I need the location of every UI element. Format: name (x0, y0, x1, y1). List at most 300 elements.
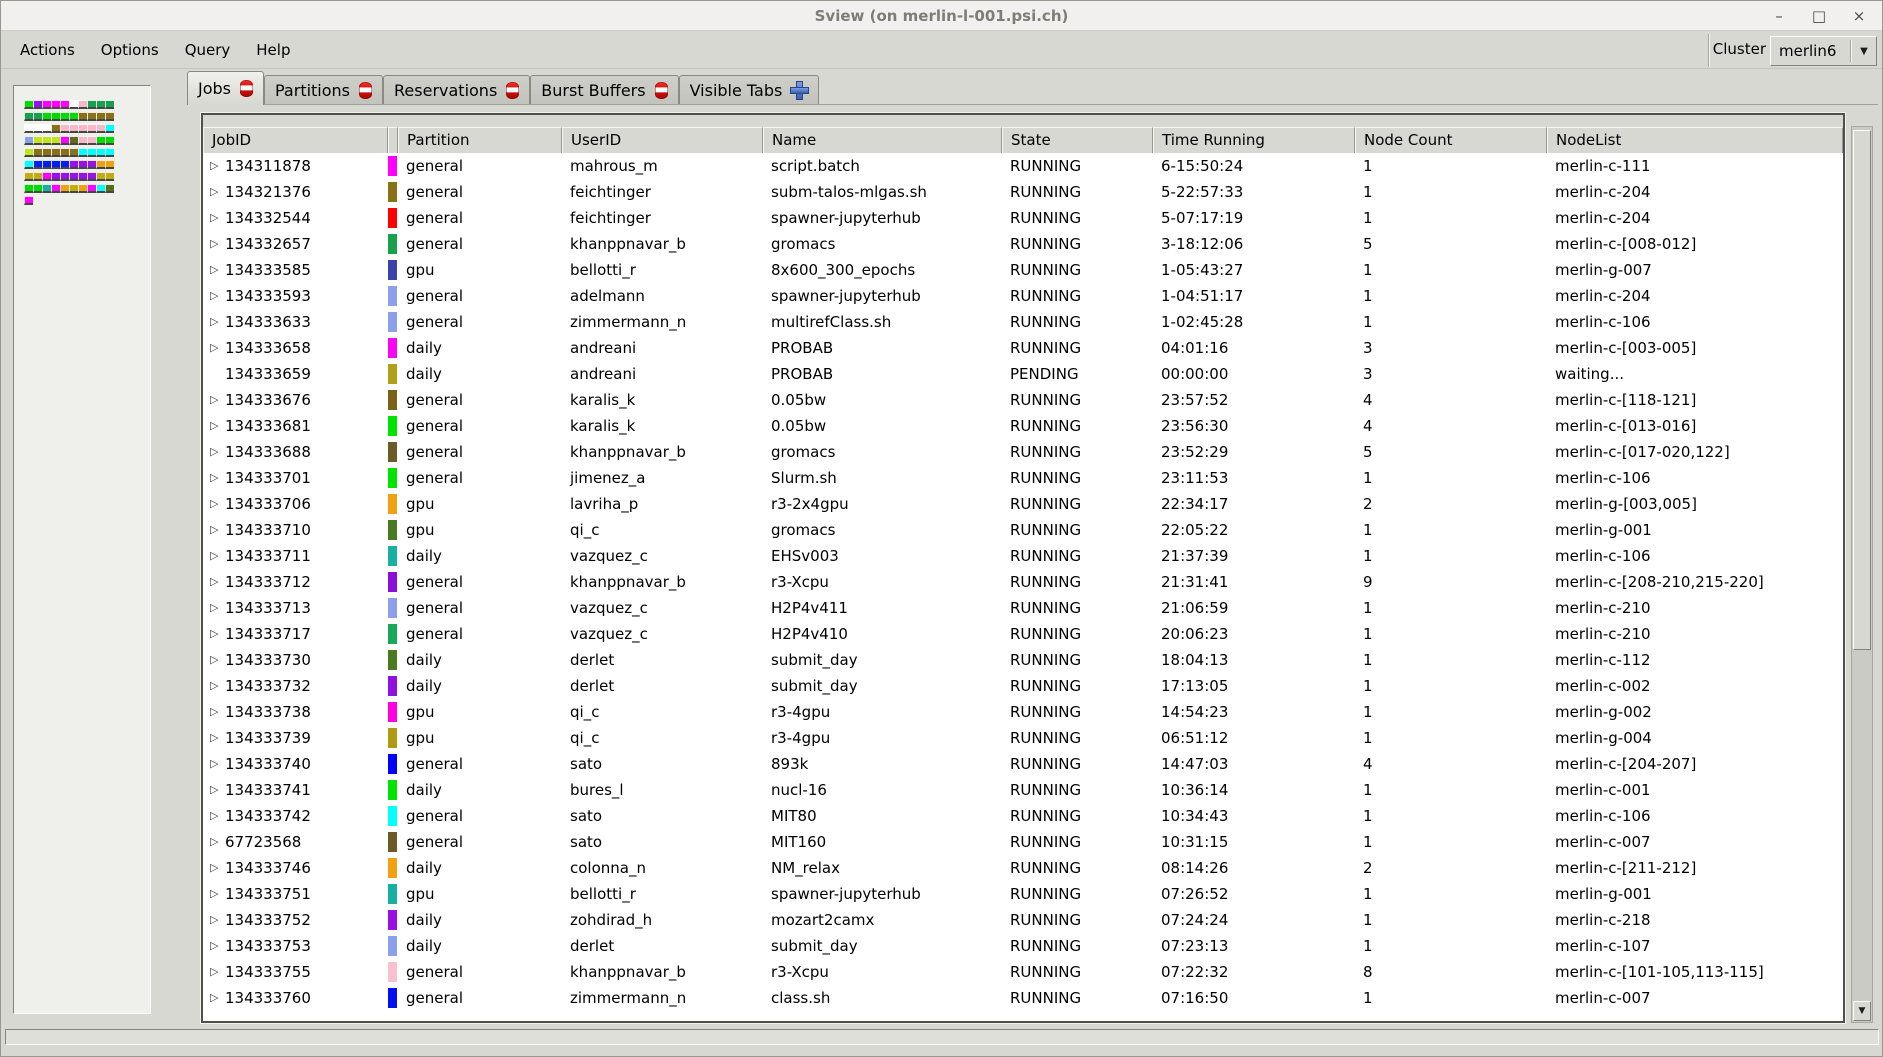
cell-name: PROBAB (771, 339, 834, 357)
cell-name: submit_day (771, 677, 858, 695)
vertical-scrollbar[interactable] (1851, 126, 1873, 1023)
cell-name: MIT160 (771, 833, 827, 851)
cell-state: RUNNING (1010, 417, 1082, 435)
cell-time: 10:34:43 (1161, 807, 1229, 825)
cell-userid: andreani (570, 365, 637, 383)
row-expander-icon[interactable]: ▷ (210, 341, 219, 354)
add-tab-icon[interactable] (791, 82, 808, 99)
cell-jobid: ▷ 134333676 (203, 387, 388, 413)
cell-name: r3-Xcpu (771, 573, 829, 591)
cell-nodes: 4 (1363, 755, 1373, 773)
cell-partition-color (388, 231, 398, 257)
row-expander-icon[interactable]: ▷ (210, 627, 219, 640)
table-row[interactable] (203, 959, 1843, 985)
cell-jobid: ▷ 134333593 (203, 283, 388, 309)
cell-time: 07:22:32 (1161, 963, 1229, 981)
table-row[interactable] (203, 179, 1843, 205)
row-expander-icon[interactable]: ▷ (210, 913, 219, 926)
status-bar (5, 1029, 1879, 1045)
node-cell (60, 184, 69, 193)
row-expander-icon[interactable]: ▷ (210, 679, 219, 692)
partition-color-chip (388, 468, 397, 488)
column-header-partition[interactable]: Partition (398, 127, 562, 153)
cell-userid: adelmann (570, 287, 645, 305)
table-row[interactable] (203, 257, 1843, 283)
cell-partition: general (406, 599, 464, 617)
table-row[interactable] (203, 465, 1843, 491)
cell-jobid: ▷ 134333712 (203, 569, 388, 595)
cell-nodes: 3 (1363, 339, 1373, 357)
cell-userid: khanppnavar_b (570, 443, 686, 461)
column-header-state[interactable]: State (1002, 127, 1153, 153)
cell-time: 17:13:05 (1161, 677, 1229, 695)
column-header-nodelist[interactable]: NodeList (1547, 127, 1843, 153)
table-row[interactable] (203, 699, 1843, 725)
menubar-divider (1708, 34, 1710, 67)
cell-userid: feichtinger (570, 183, 651, 201)
row-expander-icon[interactable]: ▷ (210, 263, 219, 276)
cell-partition-color (388, 361, 398, 387)
column-header-jobid[interactable]: JobID (203, 127, 388, 153)
cell-partition-color (388, 881, 398, 907)
cell-state: RUNNING (1010, 703, 1082, 721)
cell-nodes: 1 (1363, 469, 1373, 487)
cell-time: 07:16:50 (1161, 989, 1229, 1007)
cell-nodelist: merlin-c-204 (1555, 287, 1651, 305)
cell-partition: daily (406, 859, 442, 877)
table-row[interactable] (203, 387, 1843, 413)
cell-partition: daily (406, 911, 442, 929)
cell-partition: general (406, 755, 464, 773)
cell-nodes: 1 (1363, 833, 1373, 851)
partition-color-chip (388, 858, 397, 878)
row-expander-icon[interactable]: ▷ (210, 315, 219, 328)
cell-partition-color (388, 647, 398, 673)
cell-partition-color (388, 205, 398, 231)
menu-options[interactable]: Options (100, 40, 159, 59)
node-grid-row (24, 142, 150, 154)
row-expander-icon[interactable]: ▷ (210, 237, 219, 250)
chevron-down-icon: ▼ (1860, 45, 1868, 57)
partition-color-chip (388, 624, 397, 644)
row-expander-icon[interactable]: ▷ (210, 471, 219, 484)
scroll-down-icon[interactable]: ▼ (1853, 1001, 1871, 1021)
cell-name: r3-2x4gpu (771, 495, 849, 513)
table-row[interactable] (203, 543, 1843, 569)
cell-nodelist: merlin-c-[013-016] (1555, 417, 1697, 435)
cell-name: PROBAB (771, 365, 834, 383)
table-row[interactable] (203, 647, 1843, 673)
cell-partition: general (406, 469, 464, 487)
cell-nodes: 1 (1363, 729, 1373, 747)
cell-jobid: ▷ 134333732 (203, 673, 388, 699)
row-expander-icon[interactable]: ▷ (210, 393, 219, 406)
cell-jobid: ▷ 134333730 (203, 647, 388, 673)
partition-color-chip (388, 156, 397, 176)
cell-time: 5-22:57:33 (1161, 183, 1244, 201)
window-title: Sview (on merlin-l-001.psi.ch) (814, 7, 1069, 25)
cell-time: 1-05:43:27 (1161, 261, 1244, 279)
cell-userid: qi_c (570, 729, 600, 747)
cell-state: RUNNING (1010, 573, 1082, 591)
table-row[interactable] (203, 985, 1843, 1011)
cell-userid: lavriha_p (570, 495, 639, 513)
cell-nodelist: merlin-c-106 (1555, 807, 1651, 825)
remove-tab-icon[interactable] (506, 82, 519, 99)
cell-nodelist: merlin-c-[101-105,113-115] (1555, 963, 1764, 981)
cell-time: 21:37:39 (1161, 547, 1229, 565)
cell-state: RUNNING (1010, 599, 1082, 617)
cell-state: RUNNING (1010, 911, 1082, 929)
remove-tab-icon[interactable] (359, 82, 372, 99)
cell-time: 07:24:24 (1161, 911, 1229, 929)
cell-time: 21:31:41 (1161, 573, 1229, 591)
table-row[interactable] (203, 777, 1843, 803)
cell-userid: derlet (570, 677, 615, 695)
cell-name: nucl-16 (771, 781, 827, 799)
cell-time: 10:31:15 (1161, 833, 1229, 851)
row-expander-icon[interactable]: ▷ (210, 575, 219, 588)
cell-state: RUNNING (1010, 833, 1082, 851)
table-row[interactable] (203, 231, 1843, 257)
partition-color-chip (388, 208, 397, 228)
close-icon[interactable]: × (1852, 7, 1866, 25)
cell-time: 22:34:17 (1161, 495, 1229, 513)
cell-jobid: ▷ 134311878 (203, 153, 388, 179)
cell-nodelist: merlin-c-218 (1555, 911, 1651, 929)
cell-partition-color (388, 595, 398, 621)
cell-nodes: 1 (1363, 521, 1373, 539)
row-expander-icon[interactable]: ▷ (210, 705, 219, 718)
table-row[interactable] (203, 829, 1843, 855)
row-expander-icon[interactable]: ▷ (210, 731, 219, 744)
column-header-userid[interactable]: UserID (562, 127, 763, 153)
node-cell (42, 184, 51, 193)
cell-state: RUNNING (1010, 729, 1082, 747)
partition-color-chip (388, 182, 397, 202)
scrollbar-thumb[interactable] (1853, 130, 1871, 650)
cell-nodelist: merlin-g-001 (1555, 885, 1652, 903)
row-expander-icon[interactable]: ▷ (210, 783, 219, 796)
table-row[interactable] (203, 595, 1843, 621)
cell-jobid: ▷ 134333753 (203, 933, 388, 959)
cell-nodes: 1 (1363, 677, 1373, 695)
cell-name: multirefClass.sh (771, 313, 892, 331)
cell-state: RUNNING (1010, 495, 1082, 513)
partition-color-chip (388, 234, 397, 254)
table-row[interactable] (203, 309, 1843, 335)
minimize-icon[interactable]: – (1775, 7, 1783, 25)
row-expander-icon[interactable]: ▷ (210, 419, 219, 432)
cell-state: RUNNING (1010, 443, 1082, 461)
remove-tab-icon[interactable] (655, 82, 668, 99)
cell-partition: general (406, 287, 464, 305)
cell-state: RUNNING (1010, 755, 1082, 773)
row-expander-icon[interactable]: ▷ (210, 861, 219, 874)
row-expander-icon[interactable]: ▷ (210, 939, 219, 952)
cell-nodelist: merlin-g-007 (1555, 261, 1652, 279)
cell-jobid: ▷ 134333701 (203, 465, 388, 491)
cell-userid: qi_c (570, 521, 600, 539)
menu-actions[interactable]: Actions (20, 40, 75, 59)
cell-nodes: 1 (1363, 885, 1373, 903)
partition-color-chip (388, 806, 397, 826)
cell-partition-color (388, 751, 398, 777)
window-controls (1770, 5, 1868, 27)
cell-nodes: 1 (1363, 651, 1373, 669)
partition-color-chip (388, 260, 397, 280)
cell-name: spawner-jupyterhub (771, 209, 921, 227)
cell-time: 07:23:13 (1161, 937, 1229, 955)
row-expander-icon[interactable]: ▷ (210, 159, 219, 172)
table-row[interactable] (203, 751, 1843, 777)
cell-userid: vazquez_c (570, 547, 648, 565)
cell-time: 07:26:52 (1161, 885, 1229, 903)
table-row[interactable] (203, 907, 1843, 933)
cell-name: class.sh (771, 989, 831, 1007)
row-expander-icon[interactable]: ▷ (210, 497, 219, 510)
table-row[interactable] (203, 153, 1843, 179)
cell-partition: daily (406, 651, 442, 669)
row-expander-icon[interactable]: ▷ (210, 211, 219, 224)
cell-partition-color (388, 829, 398, 855)
node-cell (33, 184, 42, 193)
cell-userid: sato (570, 755, 603, 773)
cell-nodelist: merlin-g-002 (1555, 703, 1652, 721)
tabbar (187, 71, 1878, 105)
table-row[interactable] (203, 881, 1843, 907)
partition-color-chip (388, 676, 397, 696)
table-row[interactable] (203, 205, 1843, 231)
cell-userid: khanppnavar_b (570, 963, 686, 981)
cell-nodes: 4 (1363, 417, 1373, 435)
cell-partition: gpu (406, 703, 435, 721)
table-row[interactable] (203, 491, 1843, 517)
table-row[interactable] (203, 569, 1843, 595)
remove-tab-icon[interactable] (240, 80, 253, 97)
table-row[interactable] (203, 283, 1843, 309)
cell-userid: karalis_k (570, 391, 636, 409)
cell-partition-color (388, 985, 398, 1011)
cell-state: RUNNING (1010, 781, 1082, 799)
tab-reservations[interactable] (383, 75, 530, 104)
node-grid-row (24, 94, 150, 106)
cell-nodelist: merlin-c-210 (1555, 599, 1651, 617)
cell-partition: general (406, 625, 464, 643)
cell-nodes: 4 (1363, 391, 1373, 409)
table-row[interactable] (203, 361, 1843, 387)
cell-jobid: ▷ 134333739 (203, 725, 388, 751)
cell-partition-color (388, 465, 398, 491)
row-expander-icon[interactable]: ▷ (210, 289, 219, 302)
table-row[interactable] (203, 673, 1843, 699)
cell-nodes: 1 (1363, 183, 1373, 201)
partition-color-chip (388, 988, 397, 1008)
cell-jobid: 134333659 (225, 365, 311, 383)
column-header-name[interactable]: Name (763, 127, 1002, 153)
partition-color-chip (388, 312, 397, 332)
partition-color-chip (388, 598, 397, 618)
table-row[interactable] (203, 621, 1843, 647)
row-expander-icon[interactable]: ▷ (210, 991, 219, 1004)
cell-state: RUNNING (1010, 963, 1082, 981)
cell-userid: zimmermann_n (570, 989, 687, 1007)
cell-partition-color (388, 907, 398, 933)
column-header-time-running[interactable]: Time Running (1153, 127, 1355, 153)
cell-partition: gpu (406, 261, 435, 279)
column-header-color[interactable] (388, 127, 398, 153)
cell-nodes: 9 (1363, 573, 1373, 591)
node-cell (69, 184, 78, 193)
cell-partition: daily (406, 547, 442, 565)
partition-color-chip (388, 416, 397, 436)
tab-reservations-label: Reservations (394, 80, 498, 100)
table-row[interactable] (203, 439, 1843, 465)
cell-partition-color (388, 491, 398, 517)
cell-nodelist: merlin-c-[008-012] (1555, 235, 1697, 253)
tab-visible-tabs[interactable] (679, 75, 820, 104)
partition-color-chip (388, 338, 397, 358)
row-expander-icon[interactable]: ▷ (210, 965, 219, 978)
cell-userid: andreani (570, 339, 637, 357)
cell-nodelist: merlin-c-210 (1555, 625, 1651, 643)
cell-nodelist: merlin-c-112 (1555, 651, 1651, 669)
cell-state: RUNNING (1010, 339, 1082, 357)
row-expander-icon[interactable]: ▷ (210, 887, 219, 900)
tab-burst-buffers[interactable] (530, 75, 678, 104)
cell-nodelist: merlin-c-[208-210,215-220] (1555, 573, 1764, 591)
tab-jobs[interactable] (187, 71, 264, 105)
node-grid-row (24, 178, 150, 190)
partition-color-chip (388, 494, 397, 514)
table-row[interactable] (203, 335, 1843, 361)
cell-name: Slurm.sh (771, 469, 837, 487)
cell-partition: daily (406, 781, 442, 799)
table-row[interactable] (203, 933, 1843, 959)
cell-time: 21:06:59 (1161, 599, 1229, 617)
maximize-icon[interactable]: □ (1811, 7, 1827, 25)
cell-partition-color (388, 803, 398, 829)
cell-name: spawner-jupyterhub (771, 885, 921, 903)
row-expander-icon[interactable]: ▷ (210, 601, 219, 614)
table-row[interactable] (203, 517, 1843, 543)
cell-nodelist: merlin-c-204 (1555, 209, 1651, 227)
cell-userid: zohdirad_h (570, 911, 653, 929)
menu-help[interactable]: Help (256, 40, 291, 59)
menu-query[interactable]: Query (184, 40, 231, 59)
cell-jobid: ▷ 134321376 (203, 179, 388, 205)
cell-userid: mahrous_m (570, 157, 658, 175)
partition-color-chip (388, 442, 397, 462)
partition-color-chip (388, 754, 397, 774)
cell-nodes: 1 (1363, 807, 1373, 825)
cell-jobid: ▷ 134333741 (203, 777, 388, 803)
cell-state: RUNNING (1010, 287, 1082, 305)
cell-partition: general (406, 989, 464, 1007)
cell-nodes: 5 (1363, 443, 1373, 461)
table-row[interactable] (203, 413, 1843, 439)
cell-jobid: ▷ 134332657 (203, 231, 388, 257)
cell-partition: general (406, 443, 464, 461)
cell-userid: derlet (570, 937, 615, 955)
cell-nodelist: merlin-c-[211-212] (1555, 859, 1697, 877)
row-expander-icon[interactable]: ▷ (210, 809, 219, 822)
cell-time: 23:56:30 (1161, 417, 1229, 435)
cell-nodes: 1 (1363, 287, 1373, 305)
cell-state: PENDING (1010, 365, 1079, 383)
row-expander-icon[interactable]: ▷ (210, 445, 219, 458)
row-expander-icon[interactable]: ▷ (210, 523, 219, 536)
cell-time: 06:51:12 (1161, 729, 1229, 747)
table-row[interactable] (203, 855, 1843, 881)
node-cell (51, 184, 60, 193)
cell-jobid: ▷ 134333746 (203, 855, 388, 881)
cell-state: RUNNING (1010, 677, 1082, 695)
cell-partition: daily (406, 937, 442, 955)
cell-state: RUNNING (1010, 547, 1082, 565)
cell-partition: general (406, 391, 464, 409)
row-expander-icon[interactable]: ▷ (210, 653, 219, 666)
cell-partition: general (406, 235, 464, 253)
cell-partition-color (388, 855, 398, 881)
cell-name: 8x600_300_epochs (771, 261, 916, 279)
node-cell (87, 184, 96, 193)
cell-userid: khanppnavar_b (570, 573, 686, 591)
tab-partitions[interactable] (264, 75, 383, 104)
cell-state: RUNNING (1010, 937, 1082, 955)
cell-time: 1-04:51:17 (1161, 287, 1244, 305)
cell-time: 23:52:29 (1161, 443, 1229, 461)
cell-nodelist: merlin-c-[204-207] (1555, 755, 1697, 773)
cell-userid: bellotti_r (570, 261, 636, 279)
cluster-label: Cluster (1712, 40, 1766, 58)
cell-time: 00:00:00 (1161, 365, 1229, 383)
row-expander-icon[interactable]: ▷ (210, 757, 219, 770)
cell-time: 20:06:23 (1161, 625, 1229, 643)
cell-nodelist: merlin-c-106 (1555, 547, 1651, 565)
cell-jobid: ▷ 134333713 (203, 595, 388, 621)
node-grid-row (24, 118, 150, 130)
node-cell (105, 184, 114, 193)
titlebar (1, 1, 1882, 31)
partition-color-chip (388, 936, 397, 956)
cell-state: RUNNING (1010, 391, 1082, 409)
row-expander-icon[interactable]: ▷ (210, 835, 219, 848)
cell-partition-color (388, 569, 398, 595)
cell-name: spawner-jupyterhub (771, 287, 921, 305)
cell-partition: general (406, 209, 464, 227)
partition-color-chip (388, 390, 397, 410)
cell-state: RUNNING (1010, 313, 1082, 331)
column-header-node-count[interactable]: Node Count (1355, 127, 1547, 153)
cell-jobid: ▷ 134333752 (203, 907, 388, 933)
cell-jobid: ▷ 134333633 (203, 309, 388, 335)
cell-name: 0.05bw (771, 417, 827, 435)
cell-partition-color (388, 257, 398, 283)
cluster-combobox[interactable] (1770, 36, 1877, 66)
cell-jobid: ▷ 134333760 (203, 985, 388, 1011)
cell-partition-color (388, 517, 398, 543)
cell-nodelist: merlin-g-001 (1555, 521, 1652, 539)
table-row[interactable] (203, 725, 1843, 751)
row-expander-icon[interactable]: ▷ (210, 549, 219, 562)
node-grid-row (24, 130, 150, 142)
table-row[interactable] (203, 803, 1843, 829)
tab-jobs-label: Jobs (198, 79, 231, 98)
cell-partition-color (388, 439, 398, 465)
partition-color-chip (388, 728, 397, 748)
row-expander-icon[interactable]: ▷ (210, 185, 219, 198)
